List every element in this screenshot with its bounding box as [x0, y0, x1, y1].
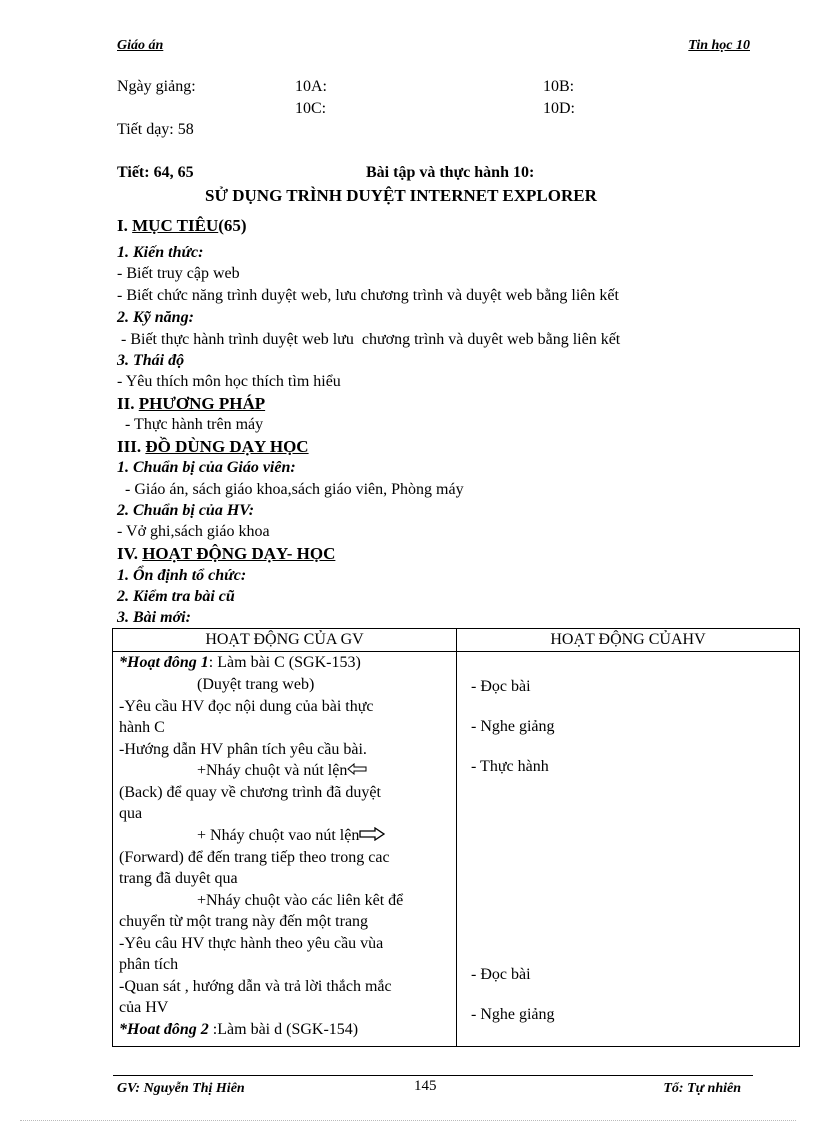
- knowledge-item: - Biết truy cập web: [117, 265, 240, 282]
- col-header-gv: HOẠT ĐỘNG CỦA GV: [113, 629, 457, 652]
- class-10c: 10C:: [295, 100, 327, 117]
- gv-line: trang đã duyêt qua: [119, 870, 238, 887]
- lesson-title: SỬ DỤNG TRÌNH DUYỆT INTERNET EXPLORER: [205, 186, 597, 205]
- section-methods: II. PHƯƠNG PHÁP: [117, 394, 266, 413]
- methods-item: - Thực hành trên máy: [117, 416, 264, 433]
- hv-item: - Đọc bài: [471, 678, 531, 695]
- footer-teacher: GV: Nguyễn Thị Hiên: [117, 1081, 245, 1096]
- skills-heading: 2. Kỹ năng:: [117, 309, 194, 326]
- activity-1-line: *Hoạt đông 1: Làm bài C (SGK-153): [119, 654, 361, 671]
- gv-line: của HV: [119, 999, 169, 1016]
- activity-table: [112, 628, 800, 1047]
- section-activities: IV. HOẠT ĐỘNG DẠY- HỌC: [117, 544, 336, 563]
- schedule-label: Ngày giảng:: [117, 78, 196, 95]
- gv-line: qua: [119, 805, 143, 822]
- gv-line: -Quan sát , hướng dẫn và trả lời thắch mắc: [119, 978, 392, 995]
- new-lesson-heading: 3. Bài mới:: [117, 609, 191, 626]
- skills-item: - Biết thực hành trình duyệt web lưu chương trình và duyêt web bằng liên kết: [117, 331, 621, 348]
- hv-item: - Thực hành: [471, 758, 549, 775]
- class-10b: 10B:: [543, 78, 575, 95]
- section-materials: III. ĐỒ DÙNG DẠY HỌC: [117, 437, 309, 456]
- activity-1-sub: (Duyệt trang web): [197, 676, 315, 693]
- header-left: Giáo án: [117, 38, 164, 53]
- lesson-number: Tiết: 64, 65: [117, 164, 194, 181]
- exercise-title: Bài tập và thực hành 10:: [366, 164, 535, 181]
- knowledge-heading: 1. Kiến thức:: [117, 244, 204, 261]
- stabilize-heading: 1. Ổn định tổ chức:: [117, 567, 247, 584]
- class-10a: 10A:: [295, 78, 327, 95]
- gv-line-forward: + Nháy chuột vao nút lện: [197, 827, 385, 846]
- hv-item: - Nghe giảng: [471, 718, 555, 735]
- hv-item: - Nghe giảng: [471, 1006, 555, 1023]
- gv-line: -Yêu cầu HV đọc nội dung của bài thực: [119, 698, 374, 715]
- section-objectives: I. MỤC TIÊU(65): [117, 216, 247, 235]
- page-number: 145: [414, 1078, 437, 1094]
- col-header-hv: HOẠT ĐỘNG CỦAHV: [457, 629, 800, 652]
- teacher-prep-heading: 1. Chuẩn bị của Giáo viên:: [117, 459, 296, 476]
- class-10d: 10D:: [543, 100, 575, 117]
- activity-2-line: *Hoat đông 2 :Làm bài d (SGK-154): [119, 1021, 359, 1038]
- hv-cell: [457, 652, 800, 1047]
- header-right: Tin học 10: [688, 38, 750, 53]
- page-edge: [20, 1120, 796, 1121]
- forward-arrow-icon: [359, 827, 385, 846]
- gv-line: +Nháy chuột vào các liên kêt để: [197, 892, 404, 909]
- gv-line: hành C: [119, 719, 165, 736]
- period-text: Tiết dạy: 58: [117, 121, 194, 138]
- gv-line: (Forward) để đến trang tiếp theo trong cac: [119, 849, 390, 866]
- review-heading: 2. Kiểm tra bài cũ: [117, 588, 235, 605]
- gv-line: -Hướng dẫn HV phân tích yêu cầu bài.: [119, 741, 367, 758]
- teacher-prep-item: - Giáo án, sách giáo khoa,sách giáo viên, Phòng máy: [117, 481, 464, 498]
- attitude-heading: 3. Thái độ: [117, 352, 185, 369]
- gv-line: -Yêu câu HV thực hành theo yêu cầu vùa: [119, 935, 384, 952]
- knowledge-item: - Biết chức năng trình duyệt web, lưu chương trình và duyệt web bằng liên kết: [117, 287, 619, 304]
- gv-line: chuyển từ một trang này đến một trang: [119, 913, 369, 930]
- attitude-item: - Yêu thích môn học thích tìm hiểu: [117, 373, 341, 390]
- gv-line: phân tích: [119, 956, 179, 973]
- student-prep-item: - Vở ghi,sách giáo khoa: [117, 523, 270, 540]
- gv-line: (Back) để quay về chương trình đã duyệt: [119, 784, 381, 801]
- footer-group: Tổ: Tự nhiên: [663, 1081, 741, 1096]
- gv-line-back: +Nháy chuột và nút lện: [197, 762, 367, 780]
- student-prep-heading: 2. Chuẩn bị của HV:: [117, 502, 255, 519]
- back-arrow-icon: [347, 762, 367, 780]
- gv-cell: [113, 652, 457, 1047]
- footer-rule: [113, 1075, 753, 1076]
- hv-item: - Đọc bài: [471, 966, 531, 983]
